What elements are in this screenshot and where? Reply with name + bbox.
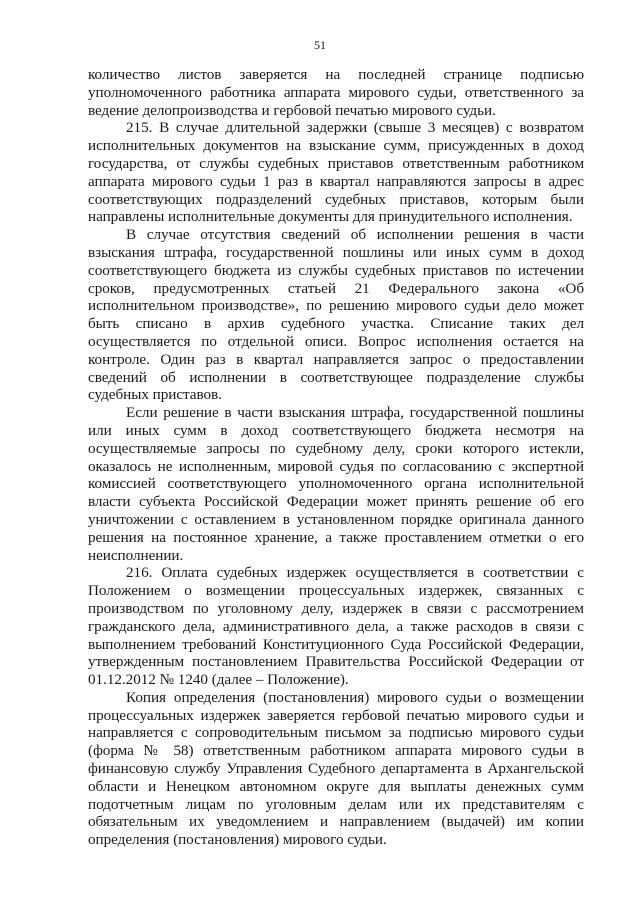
- document-body: [88, 66, 584, 849]
- paragraph-3: В случае отсутствия сведений об исполнении решения в части взыскания штрафа, государственной пошлины или иных сумм в доход соответствующего бюджета из службы судебных приставов по истечении сроков, предусмотренных статьей 21 Федерального закона «Об исполнительном производстве», по решению мирового судьи дело может быть списано в архив судебного участка. Списание таких дел осуществляется по отдельной описи. Вопрос исполнения остается на контроле. Один раз в квартал направляется запрос о предоставлении сведений об исполнении в соответствующее подразделение службы судебных приставов.: [88, 226, 584, 404]
- page-number: 51: [314, 38, 326, 52]
- paragraph-1: количество листов заверяется на последней странице подписью уполномоченного работника аппарата мирового судьи, ответственного за ведение делопроизводства и гербовой печатью мирового судьи.: [88, 66, 584, 119]
- paragraph-4: Если решение в части взыскания штрафа, государственной пошлины или иных сумм в доход соответствующего бюджета несмотря на осуществляемые запросы по судебному делу, сроки которого истекли, оказалось не исполненным, мировой судья по согласованию с экспертной комиссией соответствующего уполномоченного органа исполнительной власти субъекта Российской Федерации может принять решение об его уничтожении с оставлением в установленном порядке оригинала данного решения на постоянное хранение, а также проставлением отметки о его неисполнении.: [88, 404, 584, 564]
- paragraph-6: Копия определения (постановления) мирового судьи о возмещении процессуальных издержек заверяется гербовой печатью мирового судьи и направляется с сопроводительным письмом за подписью мирового судьи (форма № 58) ответственным работником аппарата мирового судьи в финансовую службу Управления Судебного департамента в Архангельской области и Ненецком автономном округе для выплаты денежных сумм подотчетным лицам по уголовным делам или их представителям с обязательным их уведомлением и направлением (выдачей) им копии определения (постановления) мирового судьи.: [88, 688, 584, 849]
- paragraph-5: 216. Оплата судебных издержек осуществляется в соответствии с Положением о возмещении процессуальных издержек, связанных с производством по уголовному делу, издержек в связи с рассмотрением гражданского дела, административного дела, а также расходов в связи с выполнением требований Конституционного Суда Российской Федерации, утвержденным постановлением Правительства Российской Федерации от 01.12.2012 № 1240 (далее – Положение).: [88, 564, 584, 689]
- paragraph-2: 215. В случае длительной задержки (свыше 3 месяцев) с возвратом исполнительных документов на взыскание сумм, присужденных в доход государства, от службы судебных приставов ответственным работником аппарата мирового судьи 1 раз в квартал направляются запросы в адрес соответствующих подразделений судебных приставов, которым были направлены исполнительные документы для принудительного исполнения.: [88, 119, 584, 226]
